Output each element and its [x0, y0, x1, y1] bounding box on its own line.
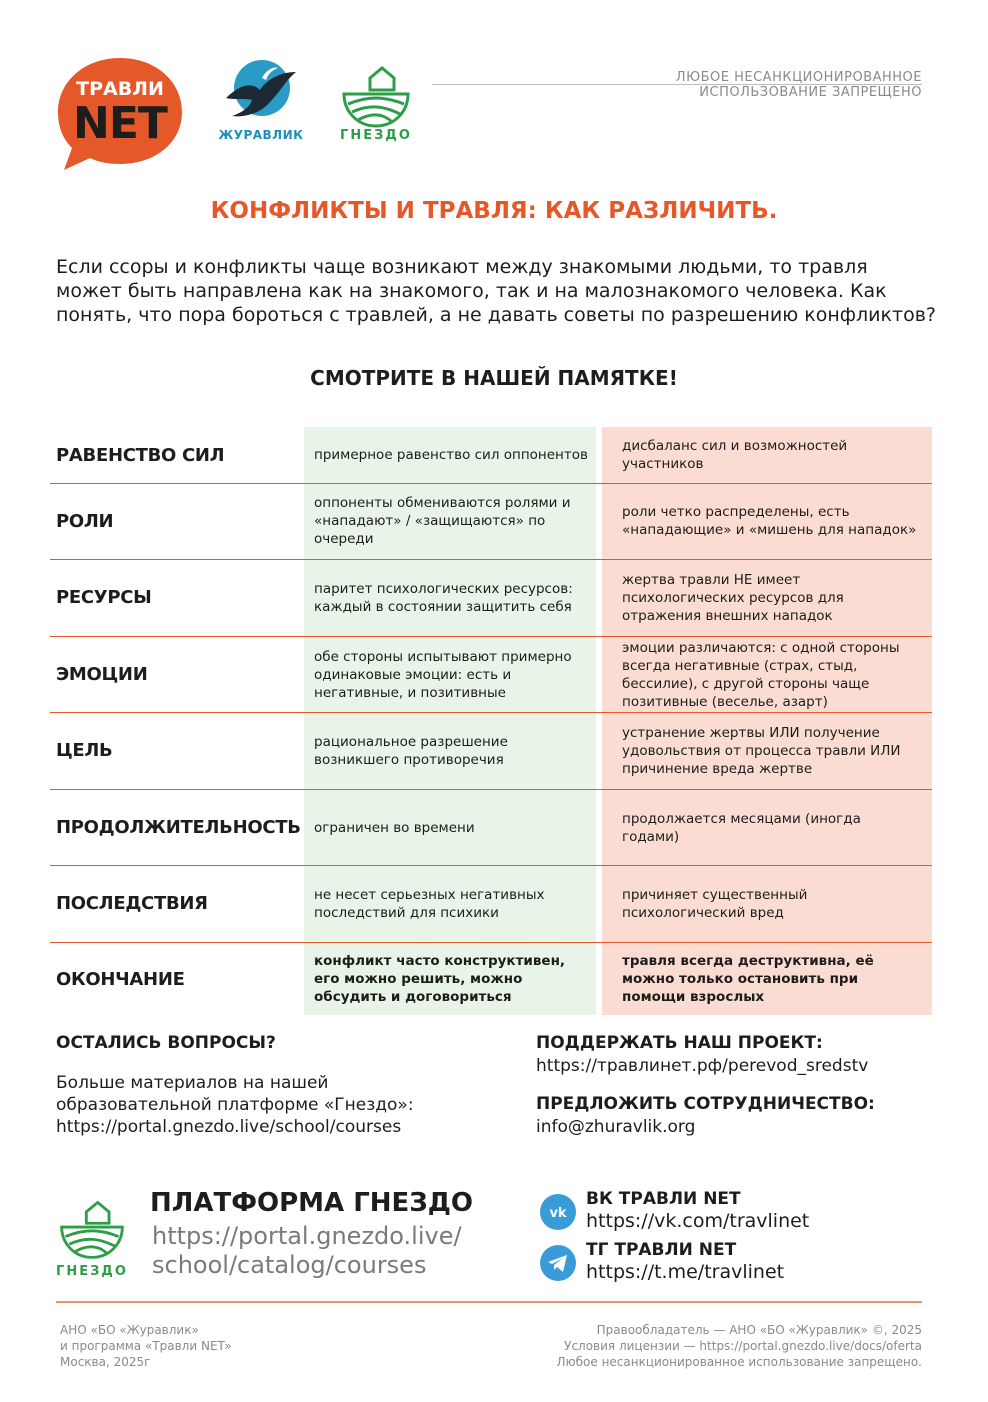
- unauthorized-use-notice: [676, 70, 922, 100]
- footer-left: [60, 1322, 232, 1370]
- vk-heading: ВК ТРАВЛИ NET: [586, 1189, 741, 1209]
- table-row: [50, 713, 932, 788]
- platform-link-line1[interactable]: https://portal.gnezdo.live/: [152, 1222, 462, 1250]
- notice-line1: ЛЮБОЕ НЕСАНКЦИОНИРОВАННОЕ: [675, 70, 922, 85]
- conflict-cell: примерное равенство сил оппонентов: [314, 447, 588, 463]
- gnezdo-logo-icon: [338, 60, 414, 130]
- conflict-cell: конфликт часто конструктивен, его можно решить, можно обсудить и договориться: [314, 953, 566, 1005]
- row-label: ЦЕЛЬ: [56, 740, 113, 761]
- telegram-heading: ТГ ТРАВЛИ NET: [586, 1240, 737, 1260]
- row-label: РЕСУРСЫ: [56, 587, 152, 608]
- row-label: РОЛИ: [56, 510, 114, 532]
- footer-right-line3: Любое несанкционированное использование запрещено.: [556, 1355, 922, 1369]
- footer-left-line3: Москва, 2025г: [60, 1355, 151, 1369]
- row-label: РАВЕНСТВО СИЛ: [56, 444, 225, 466]
- bullying-cell: продолжается месяцами (иногда годами): [622, 810, 861, 845]
- gnezdo-platform-logo-icon: [56, 1192, 128, 1264]
- row-label: ЭМОЦИИ: [56, 664, 148, 685]
- page-title: КОНФЛИКТЫ И ТРАВЛЯ: КАК РАЗЛИЧИТЬ.: [210, 198, 778, 224]
- svg-text:vk: vk: [549, 1206, 567, 1221]
- vk-icon[interactable]: [540, 1194, 576, 1230]
- table-row: [50, 484, 932, 558]
- cooperation-email[interactable]: info@zhuravlik.org: [536, 1117, 696, 1137]
- bullying-cell: дисбаланс сил и возможностей участников: [622, 438, 848, 472]
- footer-right: [557, 1322, 923, 1370]
- support-heading: ПОДДЕРЖАТЬ НАШ ПРОЕКТ:: [536, 1033, 823, 1053]
- subtitle: СМОТРИТЕ В НАШЕЙ ПАМЯТКЕ!: [310, 366, 678, 390]
- footer-divider: [56, 1301, 922, 1303]
- bullying-cell: жертва травли НЕ имеет психологических ресурсов для отражения внешних нападок: [622, 571, 844, 624]
- table-row: [50, 427, 932, 483]
- row-label: ОКОНЧАНИЕ: [56, 968, 185, 990]
- zhuravlik-logo-label: ЖУРАВЛИК: [218, 128, 304, 142]
- conflict-cell: паритет психологических ресурсов: каждый в состоянии защитить себя: [314, 580, 573, 615]
- travli-net-logo: [56, 56, 184, 172]
- bullying-cell: устранение жертвы ИЛИ получение удовольствия от процесса травли ИЛИ причинение вреда жертве: [622, 724, 901, 777]
- telegram-icon[interactable]: [540, 1245, 576, 1281]
- table-row: [50, 866, 932, 941]
- conflict-cell: обе стороны испытывают примерно одинаковые эмоции: есть и негативные, и позитивные: [314, 648, 572, 701]
- questions-heading: ОСТАЛИСЬ ВОПРОСЫ?: [56, 1033, 276, 1053]
- questions-text: Больше материалов на нашей образовательной платформе «Гнездо»: https://portal.gnezdo.live/school/courses: [56, 1073, 414, 1137]
- telegram-link[interactable]: https://t.me/travlinet: [586, 1261, 785, 1283]
- gnezdo-platform-logo-label: ГНЕЗДО: [56, 1264, 128, 1279]
- table-row: [50, 943, 932, 1015]
- cooperation-heading: ПРЕДЛОЖИТЬ СОТРУДНИЧЕСТВО:: [536, 1094, 875, 1114]
- comparison-table: [50, 427, 932, 1015]
- footer-left-line2: и программа «Травли NET»: [60, 1339, 232, 1353]
- footer-right-line2: Условия лицензии — https://portal.gnezdo.live/docs/oferta: [564, 1339, 922, 1353]
- bullying-cell: травля всегда деструктивна, её можно только остановить при помощи взрослых: [622, 953, 874, 1005]
- notice-line2: ИСПОЛЬЗОВАНИЕ ЗАПРЕЩЕНО: [699, 85, 922, 100]
- conflict-cell: ограничен во времени: [314, 819, 475, 836]
- gnezdo-logo-label: ГНЕЗДО: [340, 128, 412, 143]
- footer-right-line1: Правообладатель — АНО «БО «Журавлик» ©, 2025: [596, 1323, 922, 1337]
- bullying-cell: роли четко распределены, есть «нападающие» и «мишень для нападок»: [622, 504, 917, 538]
- intro-paragraph: Если ссоры и конфликты чаще возникают между знакомыми людьми, то травля может быть направлена как на знакомого, так и на малознакомого человека. Как понять, что пора бороться с травлей, а не давать советы по разрешению конфликтов?: [56, 256, 936, 326]
- support-link[interactable]: https://травлинет.рф/perevod_sredstv: [536, 1056, 869, 1076]
- conflict-cell: рациональное разрешение возникшего противоречия: [314, 733, 508, 768]
- platform-link-line2[interactable]: school/catalog/courses: [152, 1251, 427, 1279]
- bullying-cell: причиняет существенный психологический вред: [622, 886, 808, 921]
- table-row: [50, 637, 932, 712]
- table-row: [50, 790, 932, 865]
- travli-logo-line1: ТРАВЛИ: [76, 78, 164, 100]
- bullying-cell: эмоции различаются: с одной стороны всегда негативные (страх, стыд, бессилие), с другой стороны чаще позитивные (веселье, азарт): [622, 639, 900, 710]
- travli-logo-line2: NET: [73, 98, 167, 149]
- vk-link[interactable]: https://vk.com/travlinet: [586, 1210, 810, 1232]
- conflict-cell: не несет серьезных негативных последствий для психики: [314, 886, 545, 921]
- footer-left-line1: АНО «БО «Журавлик»: [60, 1323, 199, 1337]
- row-label: ПРОДОЛЖИТЕЛЬНОСТЬ: [56, 817, 301, 838]
- table-row: [50, 560, 932, 635]
- platform-heading: ПЛАТФОРМА ГНЕЗДО: [150, 1188, 474, 1218]
- row-label: ПОСЛЕДСТВИЯ: [56, 893, 208, 914]
- conflict-cell: оппоненты обмениваются ролями и «нападают» / «защищаются» по очереди: [314, 495, 571, 547]
